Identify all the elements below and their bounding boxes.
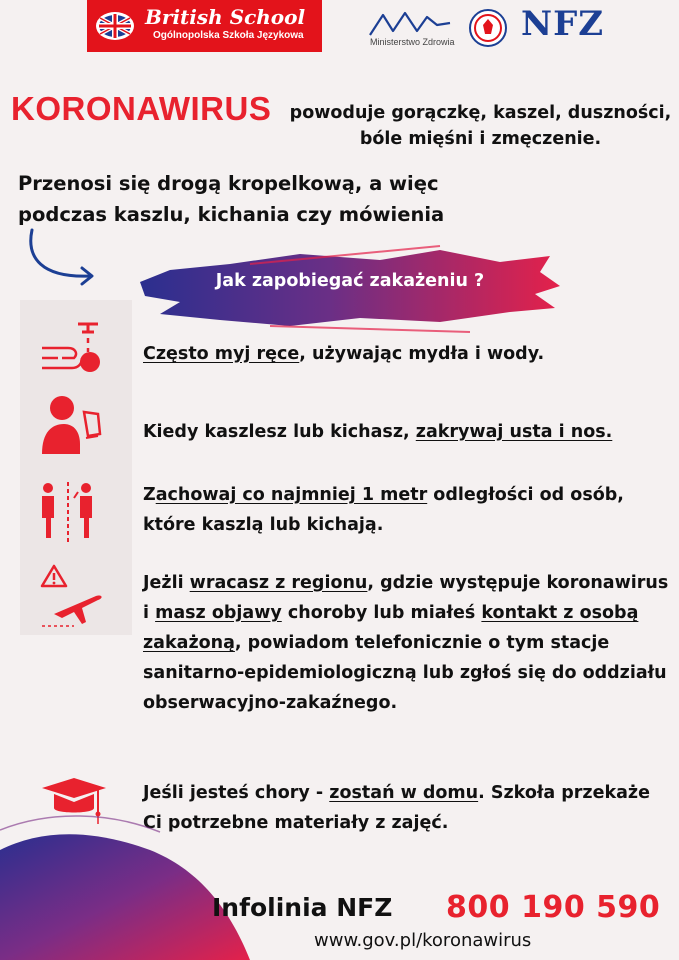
tip-text: Jeżli: [143, 573, 190, 593]
decorative-swoosh: [0, 790, 260, 960]
tip-text: Kiedy kaszlesz lub kichasz,: [143, 422, 416, 442]
tip-text: , używając mydła i wody.: [299, 344, 545, 364]
distance-icon: [38, 478, 110, 550]
tip-text: odległości od osób, które kaszlą lub kichają.: [143, 485, 624, 535]
tip-emphasis: zostań w domu: [329, 783, 479, 803]
tip-emphasis: achowaj co najmniej 1 metr: [155, 485, 428, 505]
headline-title: KORONAWIRUS: [11, 90, 272, 127]
banner-text: Jak zapobiegać zakażeniu ?: [215, 271, 485, 291]
tip-emphasis: wracasz z regionu: [189, 573, 368, 593]
tip-text: , powiadom telefonicznie o tym stacje sanitarno-epidemiologiczną lub zgłoś się do oddziału obserwacyjno-zakaźnego.: [143, 633, 667, 713]
transmission-text: Przenosi się drogą kropelkową, a więc podczas kaszlu, kichania czy mówienia: [18, 172, 445, 226]
tip-text: choroby lub miałeś: [281, 603, 482, 623]
tip-cover-cough: [143, 417, 673, 447]
tip-text: , gdzie występuje koronawirus i: [143, 573, 669, 623]
british-school-subtitle: Ogólnopolska Szkoła Językowa: [153, 30, 304, 41]
uk-flag-lips-icon: [95, 8, 135, 44]
tip-emphasis: zakrywaj usta i nos.: [415, 422, 613, 442]
tip-travel-symptoms: [143, 568, 673, 718]
tip-text: Z: [143, 485, 156, 505]
tip-text: Jeśli jesteś chory -: [143, 783, 330, 803]
cough-icon: [38, 392, 110, 464]
tip-emphasis: kontakt z osobą zakażoną: [143, 603, 639, 653]
symptoms-text: powoduje gorączkę, kaszel, duszności, bóle mięśni i zmęczenie.: [289, 103, 672, 149]
tip-text: . Szkoła przekaże Ci potrzebne materiały z zajęć.: [143, 783, 650, 833]
british-school-logo: [87, 0, 322, 52]
british-school-title: British School: [145, 5, 306, 29]
handwash-icon: [38, 318, 110, 390]
tip-emphasis: Często myj ręce: [143, 344, 300, 364]
tip-handwashing: [143, 339, 673, 369]
sanitary-inspection-emblem: [468, 8, 508, 48]
infoline-label: Infolinia NFZ: [212, 893, 393, 922]
ministry-label: Ministerstwo Zdrowia: [370, 37, 455, 47]
curved-arrow-icon: [22, 228, 102, 290]
nfz-logo: NFZ: [521, 4, 605, 44]
tip-emphasis: masz objawy: [155, 603, 282, 623]
info-url-link[interactable]: www.gov.pl/koronawirus: [314, 930, 532, 951]
tip-keep-distance: [143, 480, 673, 540]
infoline-phone[interactable]: 800 190 590: [446, 890, 661, 925]
travel-warning-icon: [38, 562, 110, 634]
